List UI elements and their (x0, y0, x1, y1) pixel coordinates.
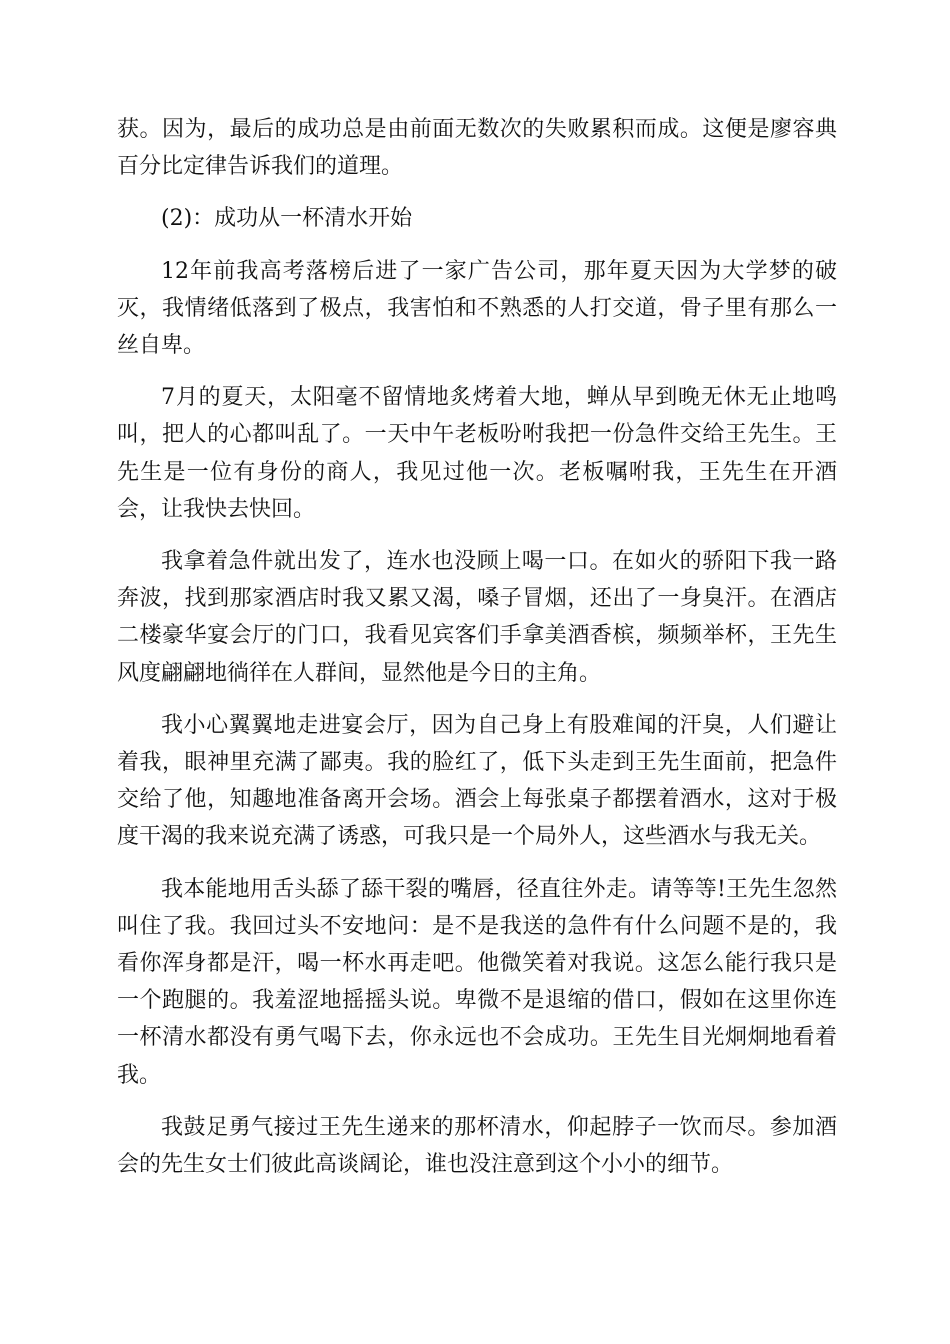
paragraph: 我鼓足勇气接过王先生递来的那杯清水，仰起脖子一饮而尽。参加酒会的先生女士们彼此高谈阔论，谁也没注意到这个小小的细节。 (117, 1114, 837, 1178)
paragraph-continuation: 获。因为，最后的成功总是由前面无数次的失败累积而成。这便是廖容典百分比定律告诉我们的道理。 (117, 117, 837, 180)
section-heading: (2)：成功从一杯清水开始 (161, 206, 413, 232)
paragraph: 我本能地用舌头舔了舔干裂的嘴唇，径直往外走。请等等!王先生忽然叫住了我。我回过头不安地问：是不是我送的急件有什么问题不是的，我看你浑身都是汗，喝一杯水再走吧。他微笑着对我说。这怎么能行我只是一个跑腿的。我羞涩地摇摇头说。卑微不是退缩的借口，假如在这里你连一杯清水都没有勇气喝下去，你永远也不会成功。王先生目光炯炯地看着我。 (117, 876, 837, 1088)
paragraph: 7月的夏天，太阳毫不留情地炙烤着大地，蝉从早到晚无休无止地鸣叫，把人的心都叫乱了。一天中午老板吩咐我把一份急件交给王先生。王先生是一位有身份的商人，我见过他一次。老板嘱咐我，王先生在开酒会，让我快去快回。 (117, 385, 837, 522)
paragraph: 我拿着急件就出发了，连水也没顾上喝一口。在如火的骄阳下我一路奔波，找到那家酒店时我又累又渴，嗓子冒烟，还出了一身臭汗。在酒店二楼豪华宴会厅的门口，我看见宾客们手拿美酒香槟，频频举杯，王先生风度翩翩地徜徉在人群间，显然他是今日的主角。 (117, 549, 837, 686)
paragraph: 我小心翼翼地走进宴会厅，因为自己身上有股难闻的汗臭，人们避让着我，眼神里充满了鄙夷。我的脸红了，低下头走到王先生面前，把急件交给了他，知趣地准备离开会场。酒会上每张桌子都摆着酒水，这对于极度干渴的我来说充满了诱惑，可我只是一个局外人，这些酒水与我无关。 (117, 712, 837, 850)
paragraph: 12年前我高考落榜后进了一家广告公司，那年夏天因为大学梦的破灭，我情绪低落到了极点，我害怕和不熟悉的人打交道，骨子里有那么一丝自卑。 (117, 258, 837, 359)
document-body (117, 111, 837, 1183)
